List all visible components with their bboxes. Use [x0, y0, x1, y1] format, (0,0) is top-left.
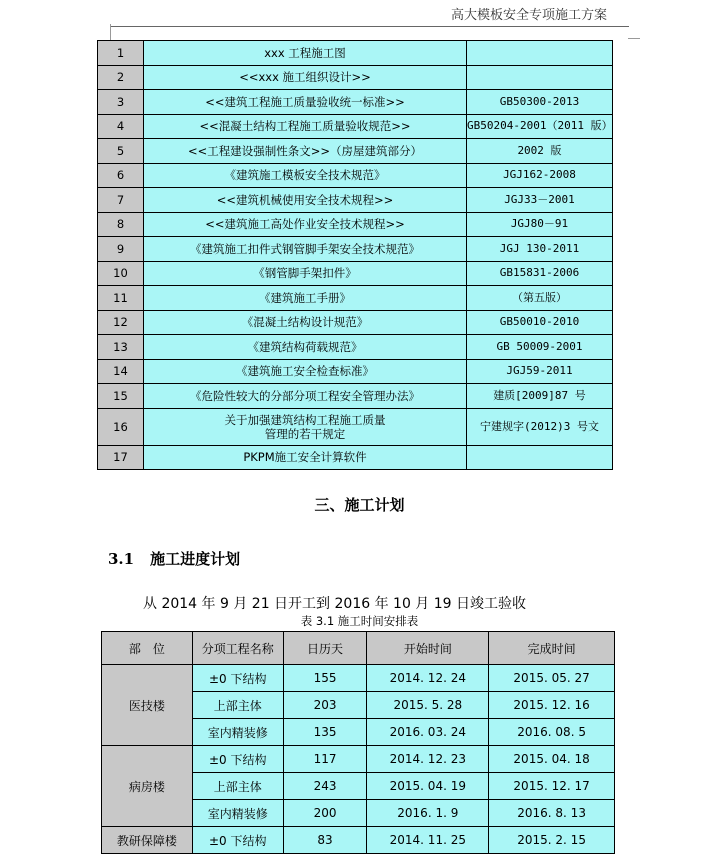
reference-standard: GB50300-2013	[467, 90, 613, 115]
work-item: 上部主体	[192, 773, 283, 800]
reference-name: <<建筑施工高处作业安全技术规程>>	[144, 212, 467, 237]
end-date: 2015. 12. 17	[489, 773, 615, 800]
header-title: 高大模板安全专项施工方案	[450, 8, 607, 23]
calendar-days: 117	[283, 746, 367, 773]
table-row	[98, 408, 613, 445]
building-part: 教研保障楼	[102, 827, 193, 854]
reference-standard	[467, 445, 613, 470]
row-number: 14	[98, 359, 144, 384]
header-cell: 日历天	[283, 632, 367, 665]
header-cell: 开始时间	[367, 632, 489, 665]
start-date: 2014. 12. 24	[367, 665, 489, 692]
reference-standard: JGJ162-2008	[467, 163, 613, 188]
reference-name: PKPM施工安全计算软件	[144, 445, 467, 470]
row-number: 15	[98, 384, 144, 409]
reference-name-line: 关于加强建筑结构工程施工质量	[224, 412, 386, 427]
table-row	[98, 90, 613, 115]
reference-name-line: 管理的若干规定	[264, 426, 346, 441]
reference-name: 《钢管脚手架扣件》	[144, 261, 467, 286]
end-date: 2015. 05. 27	[489, 665, 615, 692]
row-number: 2	[98, 65, 144, 90]
work-item: ±0 下结构	[192, 746, 283, 773]
calendar-days: 203	[283, 692, 367, 719]
table-row	[98, 114, 613, 139]
reference-standard: 宁建规字(2012)3 号文	[467, 408, 613, 445]
reference-standard	[467, 65, 613, 90]
end-date: 2015. 12. 16	[489, 692, 615, 719]
intro-text: 从 2014 年 9 月 21 日开工到 2016 年 10 月 19 日竣工验收	[143, 596, 527, 612]
row-number: 17	[98, 445, 144, 470]
start-date: 2016. 03. 24	[367, 719, 489, 746]
row-number: 11	[98, 286, 144, 311]
table-row	[98, 41, 613, 66]
table-row	[98, 335, 613, 360]
reference-name: 《建筑施工扣件式钢管脚手架安全技术规范》	[144, 237, 467, 262]
reference-name: 《建筑施工模板安全技术规范》	[144, 163, 467, 188]
reference-name: 《建筑结构荷载规范》	[144, 335, 467, 360]
table-row	[98, 261, 613, 286]
row-number: 5	[98, 139, 144, 164]
reference-standard: JGJ59-2011	[467, 359, 613, 384]
reference-name: <<建筑机械使用安全技术规程>>	[144, 188, 467, 213]
calendar-days: 155	[283, 665, 367, 692]
reference-standard	[467, 41, 613, 66]
work-item: ±0 下结构	[192, 665, 283, 692]
start-date: 2016. 1. 9	[367, 800, 489, 827]
table-row	[102, 746, 615, 773]
reference-standard: JGJ80－91	[467, 212, 613, 237]
end-date: 2015. 04. 18	[489, 746, 615, 773]
reference-table	[97, 40, 613, 470]
reference-name: 《建筑施工安全检查标准》	[144, 359, 467, 384]
row-number: 7	[98, 188, 144, 213]
end-date: 2015. 2. 15	[489, 827, 615, 854]
calendar-days: 83	[283, 827, 367, 854]
calendar-days: 243	[283, 773, 367, 800]
start-date: 2015. 5. 28	[367, 692, 489, 719]
calendar-days: 135	[283, 719, 367, 746]
header-rule	[110, 26, 629, 27]
row-number: 4	[98, 114, 144, 139]
reference-name: <<建筑工程施工质量验收统一标准>>	[144, 90, 467, 115]
table-row	[98, 188, 613, 213]
reference-standard: GB 50009-2001	[467, 335, 613, 360]
schedule-header-row	[102, 632, 615, 665]
table-row	[98, 286, 613, 311]
subsection-text: 施工进度计划	[150, 550, 241, 568]
work-item: 室内精装修	[192, 719, 283, 746]
table-caption: 表 3.1 施工时间安排表	[300, 614, 419, 628]
reference-name: xxx 工程施工图	[144, 41, 467, 66]
row-number: 1	[98, 41, 144, 66]
header-cell: 分项工程名称	[192, 632, 283, 665]
building-part: 病房楼	[102, 746, 193, 827]
reference-standard: JGJ 130-2011	[467, 237, 613, 262]
reference-name	[144, 408, 467, 445]
schedule-table	[101, 631, 615, 854]
work-item: ±0 下结构	[192, 827, 283, 854]
table-row	[98, 445, 613, 470]
table-row	[102, 827, 615, 854]
table-row	[98, 384, 613, 409]
reference-standard: 2002 版	[467, 139, 613, 164]
row-number: 10	[98, 261, 144, 286]
table-row	[98, 212, 613, 237]
reference-standard: GB50010-2010	[467, 310, 613, 335]
start-date: 2014. 11. 25	[367, 827, 489, 854]
reference-name: <<工程建设强制性条文>>（房屋建筑部分）	[144, 139, 467, 164]
reference-name: 《建筑施工手册》	[144, 286, 467, 311]
row-number: 12	[98, 310, 144, 335]
corner-mark-right	[628, 38, 640, 39]
row-number: 8	[98, 212, 144, 237]
row-number: 16	[98, 408, 144, 445]
table-row	[98, 139, 613, 164]
work-item: 室内精装修	[192, 800, 283, 827]
subsection-title	[108, 548, 240, 569]
end-date: 2016. 08. 5	[489, 719, 615, 746]
calendar-days: 200	[283, 800, 367, 827]
subsection-number: 3.1	[108, 550, 135, 568]
table-row	[102, 665, 615, 692]
corner-mark-left	[110, 24, 111, 40]
row-number: 3	[98, 90, 144, 115]
reference-name: <<xxx 施工组织设计>>	[144, 65, 467, 90]
section-title: 三、施工计划	[314, 496, 405, 514]
table-row	[98, 359, 613, 384]
work-item: 上部主体	[192, 692, 283, 719]
reference-standard: （第五版）	[467, 286, 613, 311]
row-number: 9	[98, 237, 144, 262]
reference-standard: GB50204-2001（2011 版）	[467, 114, 613, 139]
reference-standard: JGJ33－2001	[467, 188, 613, 213]
header-cell: 部 位	[102, 632, 193, 665]
header-cell: 完成时间	[489, 632, 615, 665]
page-header	[0, 0, 719, 40]
reference-name: 《混凝土结构设计规范》	[144, 310, 467, 335]
start-date: 2014. 12. 23	[367, 746, 489, 773]
row-number: 13	[98, 335, 144, 360]
reference-standard: 建质[2009]87 号	[467, 384, 613, 409]
reference-standard: GB15831-2006	[467, 261, 613, 286]
row-number: 6	[98, 163, 144, 188]
table-row	[98, 163, 613, 188]
table-row	[98, 310, 613, 335]
table-row	[98, 237, 613, 262]
end-date: 2016. 8. 13	[489, 800, 615, 827]
table-row	[98, 65, 613, 90]
start-date: 2015. 04. 19	[367, 773, 489, 800]
reference-name: <<混凝土结构工程施工质量验收规范>>	[144, 114, 467, 139]
reference-name: 《危险性较大的分部分项工程安全管理办法》	[144, 384, 467, 409]
building-part: 医技楼	[102, 665, 193, 746]
